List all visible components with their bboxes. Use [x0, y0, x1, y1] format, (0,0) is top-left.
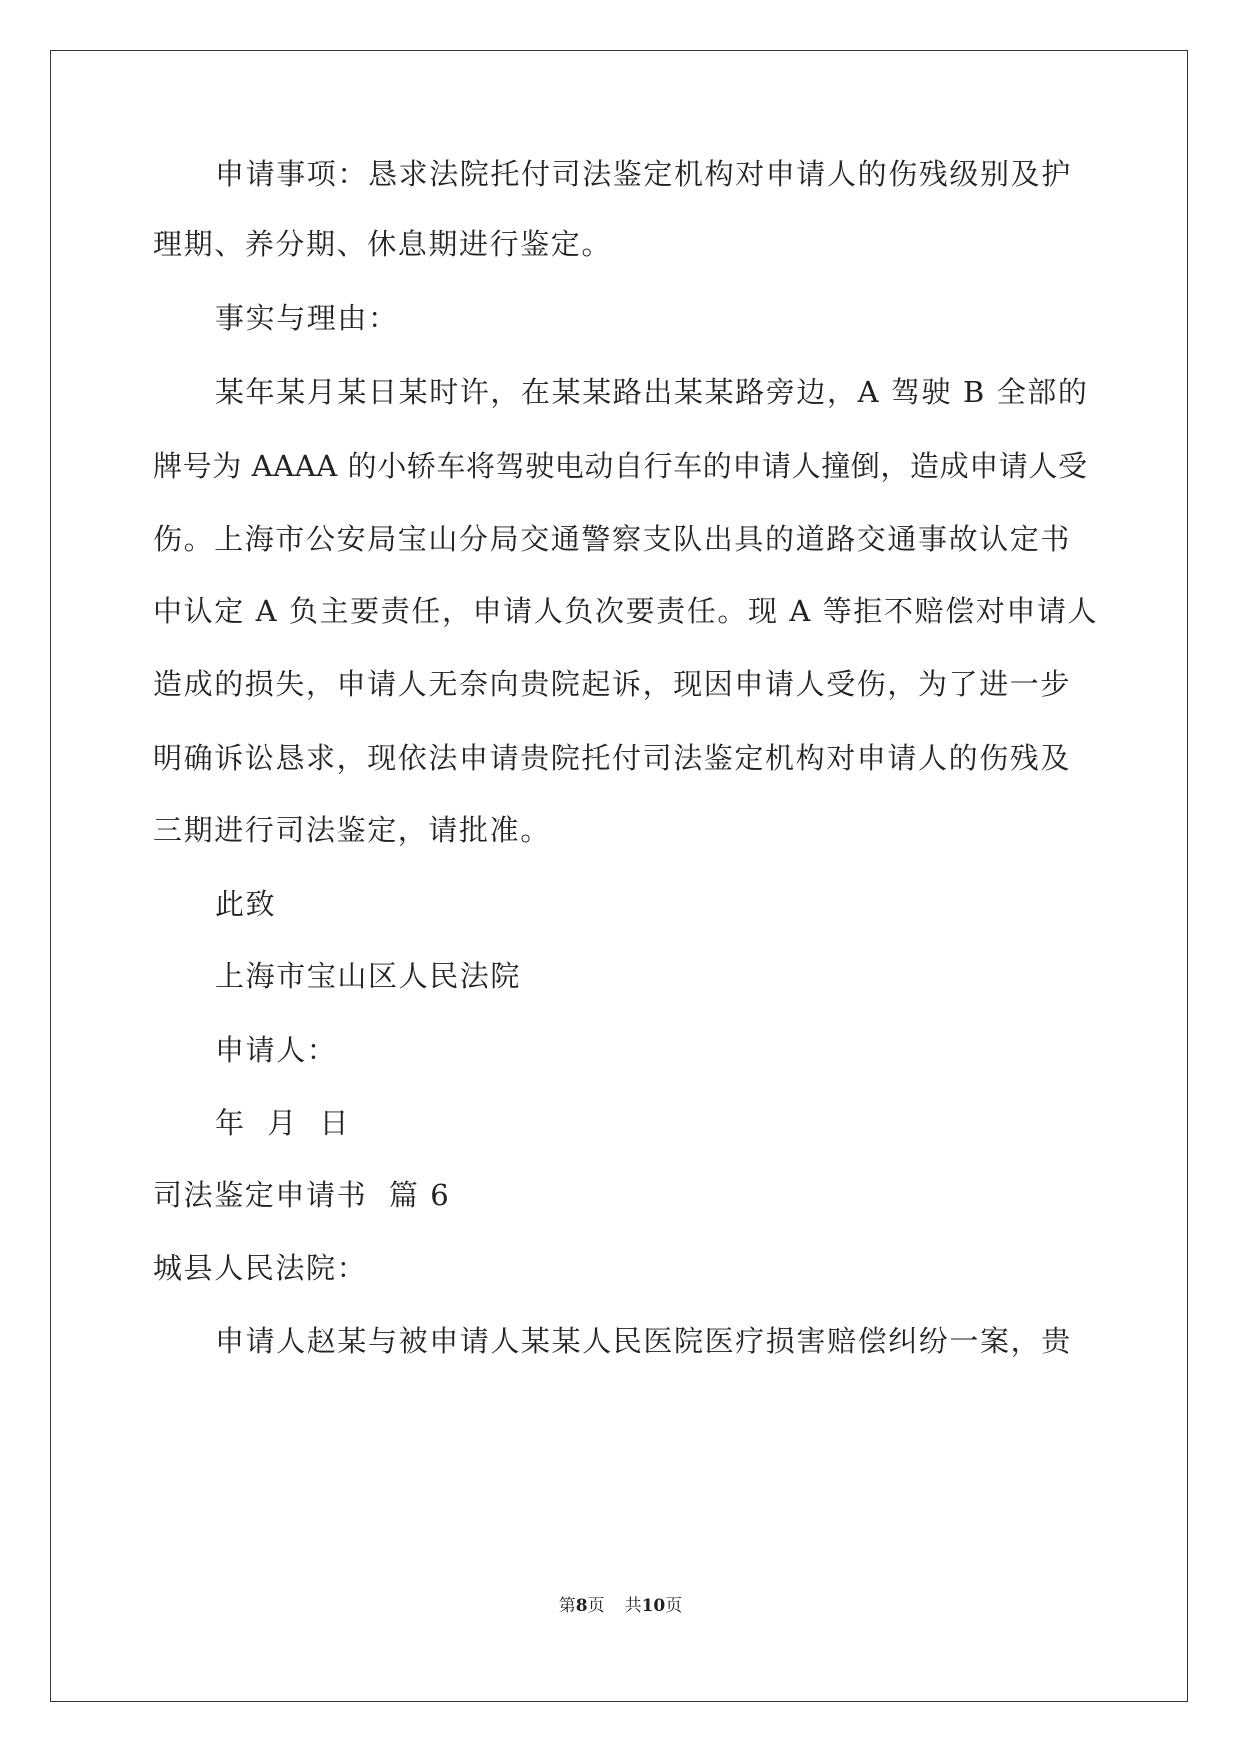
- page-total: 10: [641, 1596, 666, 1616]
- paragraph-facts-line-6: 明确诉讼恳求，现依法申请贵院托付司法鉴定机构对申请人的伤残及: [153, 741, 1072, 775]
- paragraph-facts-line-1: 某年某月某日某时许，在某某路出某某路旁边，A 驾驶 B 全部的: [215, 375, 1089, 409]
- paragraph-facts-line-3: 伤。上海市公安局宝山分局交通警察支队出具的道路交通事故认定书: [153, 522, 1072, 556]
- total-prefix: 共: [624, 1596, 642, 1616]
- applicant-label: 申请人：: [215, 1033, 338, 1067]
- heading-facts-and-reasons: 事实与理由：: [215, 301, 399, 335]
- paragraph-facts-line-4: 中认定 A 负主要责任，申请人负次要责任。现 A 等拒不赔偿对申请人: [153, 594, 1099, 628]
- paragraph-facts-line-2: 牌号为 AAAA 的小轿车将驾驶电动自行车的申请人撞倒，造成申请人受: [153, 449, 1088, 483]
- page-border: [50, 50, 1188, 1702]
- date-placeholder: 年 月 日: [215, 1106, 351, 1140]
- page-prefix: 第: [558, 1596, 576, 1616]
- paragraph-request-line-1: 申请事项：恳求法院托付司法鉴定机构对申请人的伤残级别及护: [215, 157, 1072, 191]
- total-suffix: 页: [665, 1596, 683, 1616]
- addressee-court: 城县人民法院：: [153, 1251, 368, 1285]
- paragraph-case-line-1: 申请人赵某与被申请人某某人民医院医疗损害赔偿纠纷一案，贵: [215, 1324, 1072, 1358]
- recipient-court: 上海市宝山区人民法院: [215, 959, 522, 993]
- section-title: 司法鉴定申请书 篇 6: [153, 1178, 451, 1212]
- paragraph-facts-line-5: 造成的损失，申请人无奈向贵院起诉，现因申请人受伤，为了进一步: [153, 667, 1072, 701]
- page-suffix: 页: [587, 1596, 605, 1616]
- salutation-cizhi: 此致: [215, 887, 277, 921]
- page-footer: [0, 1594, 1241, 1618]
- paragraph-facts-line-7: 三期进行司法鉴定，请批准。: [153, 813, 551, 847]
- page-current: 8: [575, 1596, 588, 1616]
- paragraph-request-line-2: 理期、养分期、休息期进行鉴定。: [153, 227, 613, 261]
